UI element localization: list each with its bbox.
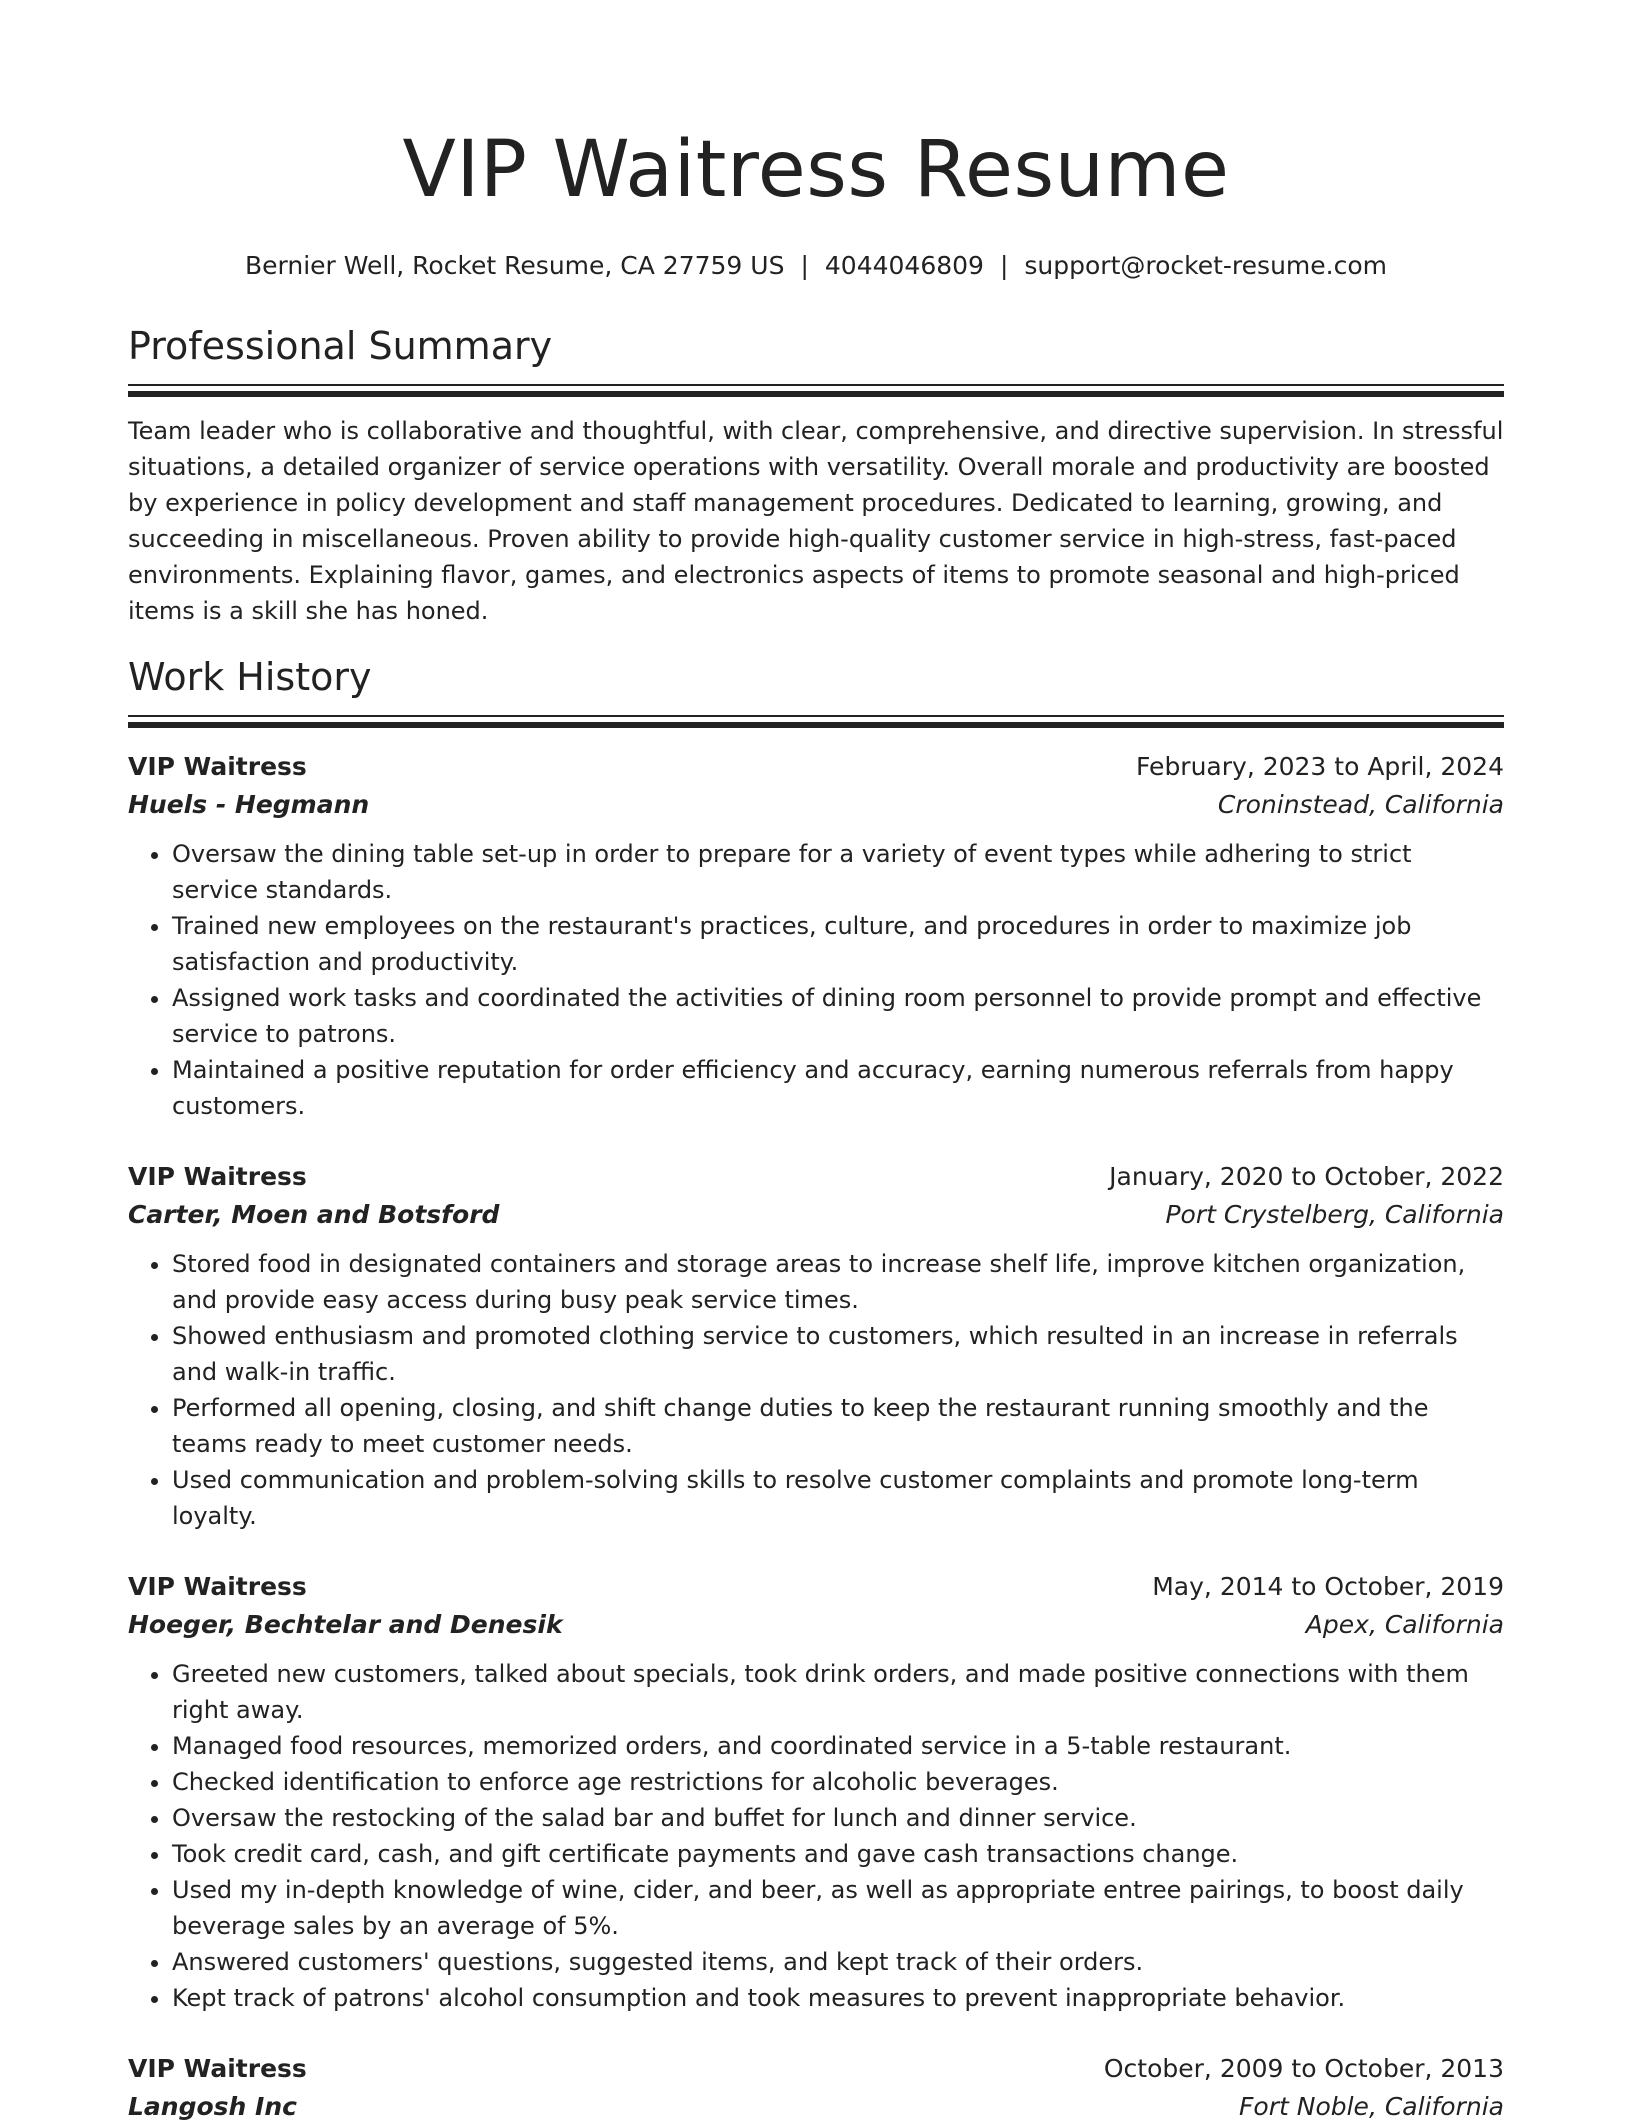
duty-item: • Assigned work tasks and coordinated the activities of dining room personnel to provide prompt and effective service to patrons. [172,980,1504,1052]
job-dates: January, 2020 to October, 2022 [1109,1162,1504,1191]
summary-text: Team leader who is collaborative and thoughtful, with clear, comprehensive, and directive supervision. In stressful situations, a detailed organizer of service operations with versatility. Overall morale and productivity are boosted by experience in policy development and staff management procedures. Dedicated to learning, growing, and succeeding in miscellaneous. Proven ability to provide high-quality customer service in high-stress, fast-paced environments. Explaining flavor, games, and electronics aspects of items to promote seasonal and high-priced items is a skill she has honed. [128,417,1504,625]
job-location: Fort Noble, California [1239,2092,1504,2121]
job-duties-list [128,1246,1504,1534]
job-duties-list [128,1656,1504,2016]
section-heading-work: Work History [128,655,372,699]
duty-item: • Checked identification to enforce age restrictions for alcoholic beverages. [172,1764,1504,1800]
job-entry [128,1158,1504,1534]
job-location: Port Crystelberg, California [1165,1200,1504,1229]
contact-phone: 4044046809 [824,251,984,280]
job-company: Carter, Moen and Botsford [128,1200,500,1229]
job-location: Croninstead, California [1217,790,1504,819]
duty-item: • Greeted new customers, talked about specials, took drink orders, and made positive connections with them right away. [172,1656,1504,1728]
job-entry [128,1568,1504,2016]
contact-address: Bernier Well, Rocket Resume, CA 27759 US [244,251,785,280]
contact-separator: | [800,251,809,280]
job-entry [128,748,1504,1124]
job-header-row [128,1568,1504,1606]
job-company: Huels - Hegmann [128,790,370,819]
job-company: Langosh Inc [128,2092,297,2121]
duty-item: • Showed enthusiasm and promoted clothing service to customers, which resulted in an increase in referrals and walk-in traffic. [172,1318,1504,1390]
section-divider [128,715,1504,717]
job-dates: May, 2014 to October, 2019 [1152,1572,1504,1601]
contact-separator: | [999,251,1009,280]
duty-item: • Used communication and problem-solving skills to resolve customer complaints and promote long-term loyalty. [172,1462,1504,1534]
duty-item: • Answered customers' questions, suggested items, and kept track of their orders. [172,1944,1504,1980]
job-entry [128,2050,1504,2126]
section-divider [128,384,1504,386]
duty-item: • Took credit card, cash, and gift certificate payments and gave cash transactions change. [172,1836,1504,1872]
job-dates: October, 2009 to October, 2013 [1103,2054,1504,2083]
section-divider-thick [128,722,1504,728]
job-location: Apex, California [1305,1610,1504,1639]
duty-item: • Managed food resources, memorized orders, and coordinated service in a 5-table restaurant. [172,1728,1504,1764]
professional-summary-section [128,322,1504,629]
section-heading-summary: Professional Summary [128,324,553,368]
job-company: Hoeger, Bechtelar and Denesik [128,1610,563,1639]
job-title: VIP Waitress [128,752,307,781]
job-subheader-row [128,786,1504,824]
job-subheader-row [128,1606,1504,1644]
job-subheader-row [128,1196,1504,1234]
duty-item: • Performed all opening, closing, and shift change duties to keep the restaurant running smoothly and the teams ready to meet customer needs. [172,1390,1504,1462]
job-header-row [128,1158,1504,1196]
job-header-row [128,2050,1504,2088]
duty-item: • Maintained a positive reputation for order efficiency and accuracy, earning numerous referrals from happy customers. [172,1052,1504,1124]
resume-title: VIP Waitress Resume [402,125,1230,215]
contact-email: support@rocket-resume.com [1024,251,1387,280]
duty-item: • Kept track of patrons' alcohol consumption and took measures to prevent inappropriate behavior. [172,1980,1504,2016]
contact-line [128,250,1504,282]
job-title: VIP Waitress [128,2054,307,2083]
job-subheader-row [128,2088,1504,2126]
duty-item: • Oversaw the restocking of the salad bar and buffet for lunch and dinner service. [172,1800,1504,1836]
job-title: VIP Waitress [128,1572,307,1601]
work-history-section [128,653,1504,2126]
duty-item: • Oversaw the dining table set-up in order to prepare for a variety of event types while adhering to strict service standards. [172,836,1504,908]
job-header-row [128,748,1504,786]
job-duties-list [128,836,1504,1124]
duty-item: • Trained new employees on the restaurant's practices, culture, and procedures in order to maximize job satisfaction and productivity. [172,908,1504,980]
duty-item: • Stored food in designated containers and storage areas to increase shelf life, improve kitchen organization, and provide easy access during busy peak service times. [172,1246,1504,1318]
duty-item: • Used my in-depth knowledge of wine, cider, and beer, as well as appropriate entree pairings, to boost daily beverage sales by an average of 5%. [172,1872,1504,1944]
job-title: VIP Waitress [128,1162,307,1191]
job-dates: February, 2023 to April, 2024 [1136,752,1504,781]
section-divider-thick [128,391,1504,397]
